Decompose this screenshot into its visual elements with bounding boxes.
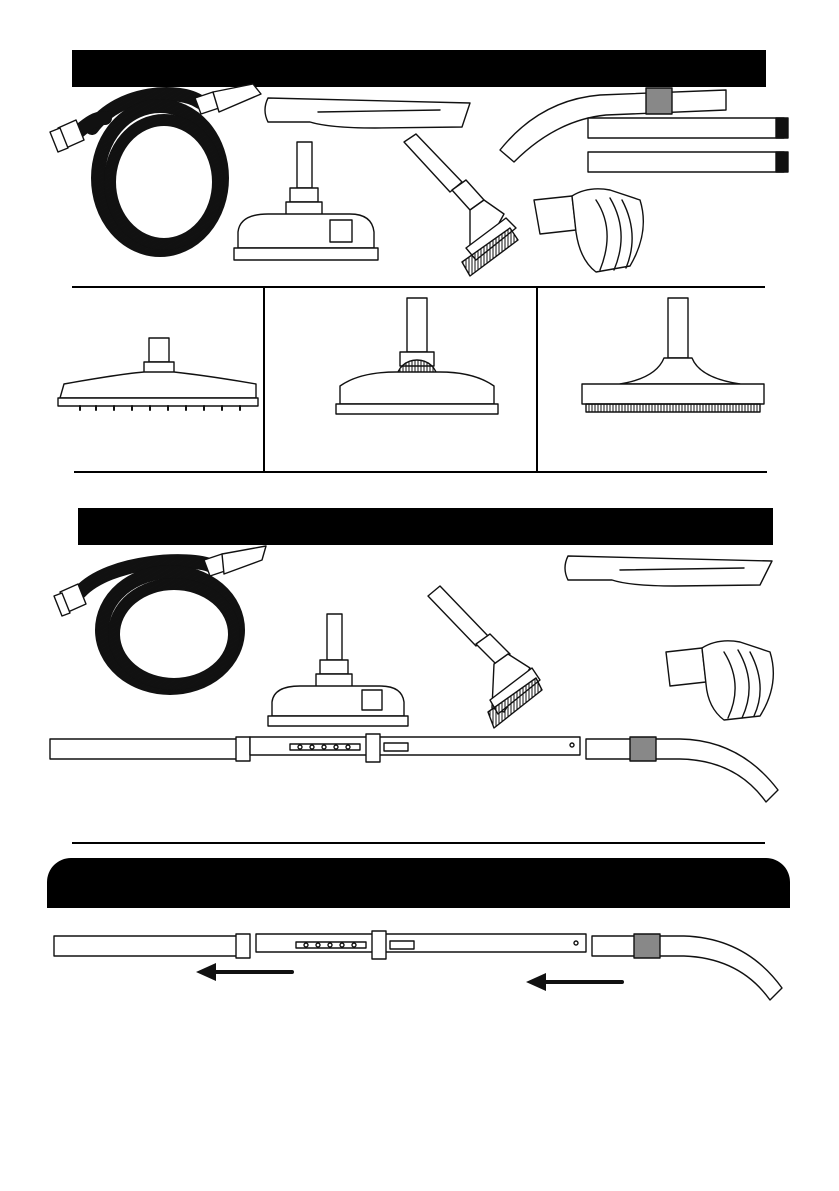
crevice-tool: [265, 98, 470, 128]
hose-with-curved-wand: [54, 546, 266, 688]
squeegee-floor-nozzle: [58, 338, 258, 410]
dusting-brush: [534, 189, 643, 272]
floor-nozzle: [234, 142, 378, 260]
dusting-brush: [666, 641, 773, 720]
floor-nozzle: [268, 614, 408, 726]
upholstery-brush: [428, 586, 542, 728]
left-arrow-icon: [526, 973, 622, 991]
telescopic-tube-with-bent-wand: [54, 931, 782, 1000]
left-arrow-icon: [196, 963, 292, 981]
turbo-floor-nozzle: [336, 298, 498, 414]
parquet-floor-brush: [582, 298, 764, 412]
telescopic-tube-with-bent-wand: [50, 734, 778, 802]
upholstery-brush: [404, 134, 518, 276]
hose-with-curved-wand: [50, 84, 261, 250]
straight-extension-tube: [588, 118, 788, 138]
crevice-tool: [565, 556, 772, 586]
straight-extension-tube: [588, 152, 788, 172]
